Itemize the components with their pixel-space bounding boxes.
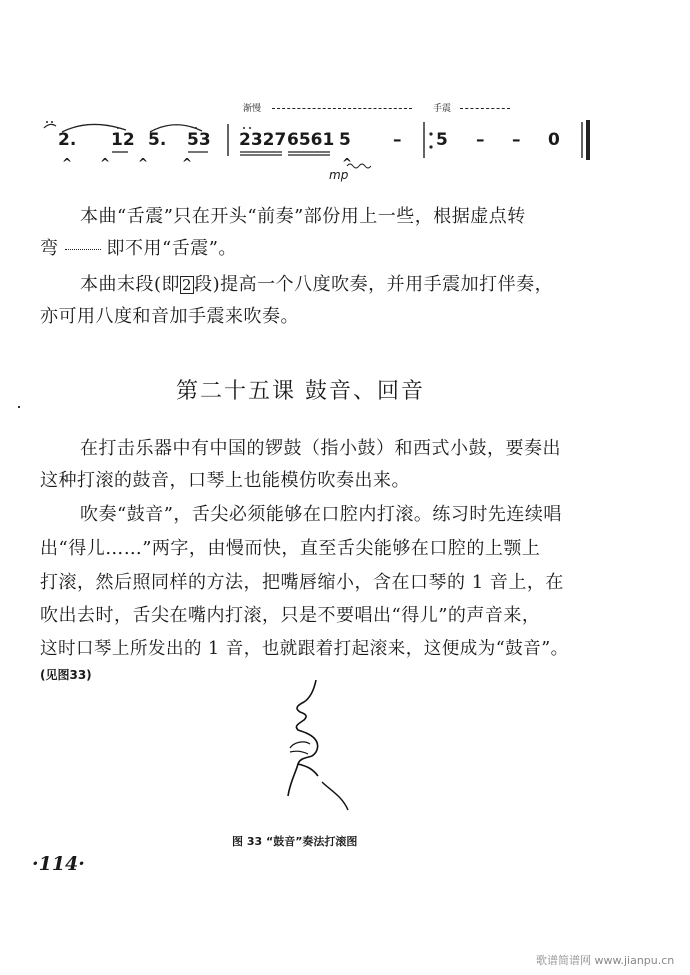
score-section <box>0 0 690 200</box>
dotted-curve-sample <box>65 249 101 250</box>
figure-33-illustration <box>270 672 390 822</box>
figure-caption: 图 33 “鼓音”奏法打滚图 <box>232 835 358 848</box>
paragraph-1-line-1: 本曲“舌震”只在开头“前奏”部份用上一些，根据虚点转 <box>80 206 526 227</box>
paragraph-4-line-1: 吹奏“鼓音”，舌尖必须能够在口腔内打滚。练习时先连续唱 <box>80 504 562 525</box>
note-12: 0 <box>548 130 560 150</box>
speck <box>18 406 20 408</box>
note-9: 5 <box>436 130 448 150</box>
accent-mark: ^ <box>100 156 111 170</box>
note-10: – <box>476 130 485 150</box>
note-1: 2. <box>58 130 77 150</box>
lesson-title: 第二十五课 鼓音、回音 <box>176 379 425 404</box>
paragraph-2-line-2: 亦可用八度和音加手震来吹奏。 <box>40 306 299 327</box>
p2-part-a: 本曲末段(即 <box>80 274 181 295</box>
paragraph-4-line-5: 这时口琴上所发出的 1 音，也就跟着打起滚来，这便成为“鼓音”。 <box>40 639 569 659</box>
paragraph-4-line-4: 吹出去时，舌尖在嘴内打滚，只是不要唱出“得儿”的声音来， <box>40 605 541 626</box>
mark-jianman: 渐慢 <box>243 104 262 114</box>
note-2: 12 <box>111 130 135 150</box>
dynamic-mp: mp <box>329 168 349 182</box>
mark-shouzhen: 手震 <box>433 104 452 114</box>
paragraph-1-line-2 <box>40 230 237 268</box>
note-4: 53 <box>187 130 211 150</box>
note-3: 5. <box>148 130 167 150</box>
face-profile-line <box>288 680 318 796</box>
paragraph-3-line-1: 在打击乐器中有中国的锣鼓（指小鼓）和西式小鼓，要奏出 <box>80 438 561 459</box>
tongue-line <box>290 742 310 748</box>
note-11: – <box>512 130 521 150</box>
p1-line2-rest: 即不用“舌震”。 <box>106 238 237 259</box>
site-watermark: 歌谱简谱网 www.jianpu.cn <box>536 954 675 967</box>
p2-part-b: 段)提高一个八度吹奏，并用手震加打伴奏， <box>194 274 554 295</box>
see-figure-note: (见图33) <box>40 668 92 682</box>
paragraph-4-line-3: 打滚，然后照同样的方法，把嘴唇缩小，含在口琴的 1 音上，在 <box>40 572 564 593</box>
paragraph-3-line-2: 这种打滚的鼓音，口琴上也能模仿吹奏出来。 <box>40 470 410 491</box>
paragraph-4-line-2: 出“得儿……”两字，由慢而快，直至舌尖能够在口腔的上颚上 <box>40 538 541 559</box>
p1-word-wan: 弯 <box>40 238 59 259</box>
note-5: 2327 <box>239 130 287 150</box>
accent-mark: ^ <box>62 156 73 170</box>
accent-mark: ^ <box>182 156 193 170</box>
note-6: 6561 <box>287 130 335 150</box>
accent-mark: ^ <box>342 156 353 170</box>
mouth-line <box>290 751 308 754</box>
note-7: 5 <box>339 130 351 150</box>
page-number: ·114· <box>32 853 85 875</box>
accent-mark: ^ <box>138 156 149 170</box>
boxed-section-number: 2 <box>182 276 193 294</box>
throat-line <box>322 782 348 810</box>
note-8: – <box>393 130 402 150</box>
